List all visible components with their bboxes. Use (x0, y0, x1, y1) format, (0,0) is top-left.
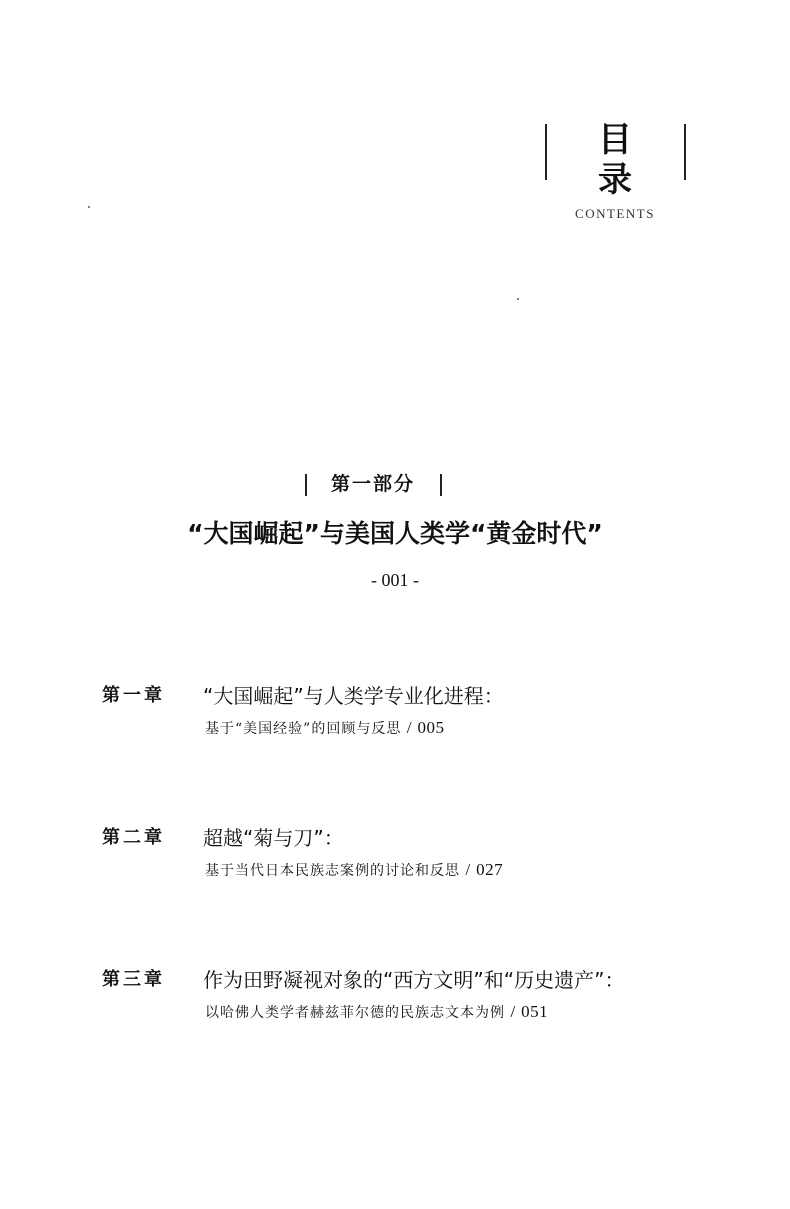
chapter-page-number: 027 (476, 860, 504, 879)
toc-entry-chapter-1[interactable] (0, 682, 790, 772)
part-label: 第一部分 (330, 473, 415, 495)
toc-heading (548, 120, 682, 222)
page-separator: / (510, 1002, 516, 1021)
toc-right-divider (684, 124, 686, 180)
chapter-label: 第二章 (102, 827, 165, 848)
chapter-subtitle: 以哈佛人类学者赫兹菲尔德的民族志文本为例 (205, 1005, 505, 1021)
toc-left-divider (545, 124, 547, 180)
chapter-subtitle-line (205, 717, 444, 740)
page-separator: / (465, 860, 471, 879)
scan-speck (88, 206, 90, 208)
chapter-title: “大国崛起”与人类学专业化进程： (203, 684, 504, 708)
chapter-label: 第一章 (102, 685, 165, 706)
part-page-number: - 001 - (371, 570, 419, 590)
chapter-page-number: 005 (417, 718, 445, 737)
page-separator: / (406, 718, 413, 737)
chapter-page-number: 051 (521, 1002, 549, 1021)
chapter-title: 作为田野凝视对象的“西方文明”和“历史遗产”： (203, 968, 625, 992)
part-left-divider (305, 474, 307, 496)
chapter-subtitle-line (205, 859, 503, 882)
scan-speck (517, 298, 519, 300)
part-right-divider (440, 474, 442, 496)
chapter-subtitle-line (205, 1001, 548, 1024)
toc-subtitle: CONTENTS (575, 206, 655, 221)
chapter-subtitle: 基于当代日本民族志案例的讨论和反思 (205, 863, 460, 879)
part-title: “大国崛起”与美国人类学“黄金时代” (187, 519, 603, 548)
toc-title: 目 录 (598, 120, 654, 200)
chapter-label: 第三章 (102, 969, 165, 990)
toc-entry-chapter-3[interactable] (0, 966, 790, 1056)
chapter-title: 超越“菊与刀”： (203, 826, 344, 850)
chapter-subtitle: 基于“美国经验”的回顾与反思 (205, 721, 402, 737)
toc-entry-chapter-2[interactable] (0, 824, 790, 914)
